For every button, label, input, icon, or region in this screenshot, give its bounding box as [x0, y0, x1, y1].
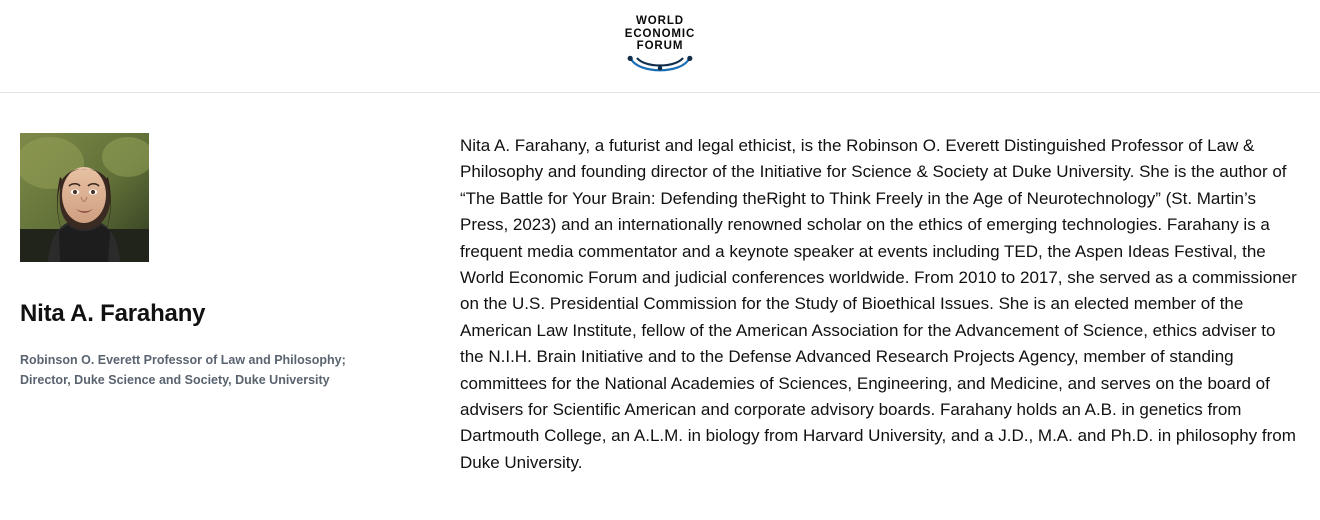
avatar: [20, 133, 149, 262]
person-title: [20, 350, 390, 390]
person-title-line-1: Robinson O. Everett Professor of Law and Philosophy;: [20, 353, 346, 367]
portrait-photo: [20, 133, 149, 262]
logo-text-line-3: FORUM: [636, 40, 684, 53]
wef-logo[interactable]: [600, 15, 720, 77]
person-title-line-2: Director, Duke Science and Society, Duke University: [20, 373, 330, 387]
logo-text-line-1: WORLD: [636, 15, 684, 28]
wef-globe-arc-icon: [625, 55, 695, 77]
profile-right-column: [460, 133, 1300, 476]
biography-text: Nita A. Farahany, a futurist and legal ethicist, is the Robinson O. Everett Distinguished Professor of Law & Philosophy and founding director of the Initiative for Science & Society at Duke University. She is the author of “The Battle for Your Brain: Defending theRight to Think Freely in the Age of Neurotechnology” (St. Martin’s Press, 2023) and an internationally renowned scholar on the ethics of emerging technologies. Farahany is a frequent media commentator and a keynote speaker at events including TED, the Aspen Ideas Festival, the World Economic Forum and judicial conferences worldwide. From 2010 to 2017, she served as a commissioner on the U.S. Presidential Commission for the Study of Bioethical Issues. She is an elected member of the American Law Institute, fellow of the American Association for the Advancement of Science, ethics adviser to the N.I.H. Brain Initiative and to the Defense Advanced Research Projects Agency, member of standing committees for the National Academies of Sciences, Engineering, and Medicine, and serves on the board of advisers for Scientific American and corporate advisory boards. Farahany holds an A.B. in genetics from Dartmouth College, an A.L.M. in biology from Harvard University, and a J.D., M.A. and Ph.D. in philosophy from Duke University.: [460, 136, 1297, 472]
site-header: [0, 0, 1320, 93]
profile-left-column: [20, 133, 460, 476]
page-title: Nita A. Farahany: [20, 300, 206, 327]
profile-content: [0, 93, 1320, 476]
logo-text-line-2: ECONOMIC: [624, 27, 696, 40]
